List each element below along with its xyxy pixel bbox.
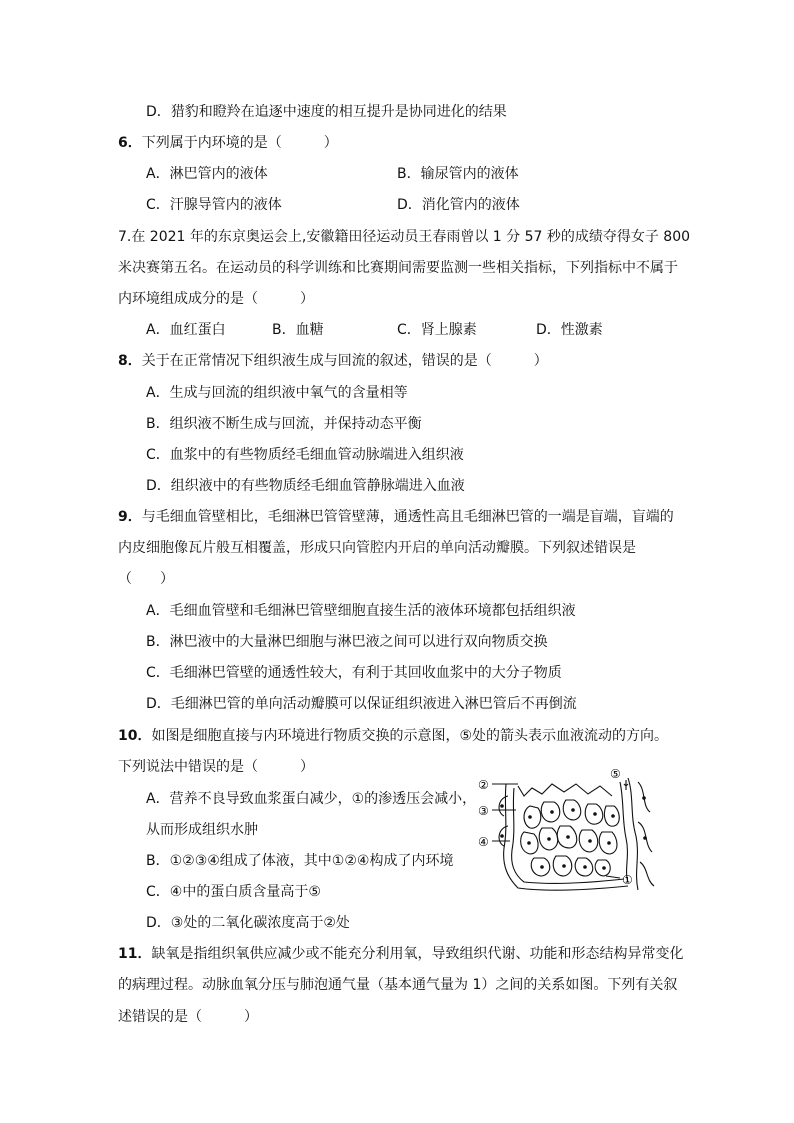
q9-number: 9． xyxy=(118,509,142,525)
q8-stem-text: 关于在正常情况下组织液生成与回流的叙述，错误的是（ ） xyxy=(141,353,548,369)
q7-option-a: A．血红蛋白 xyxy=(146,322,226,338)
q10-option-b: B．①②③④组成了体液，其中①②④构成了内环境 xyxy=(146,853,454,869)
q10-line-1-text: 如图是细胞直接与内环境进行物质交换的示意图，⑤处的箭头表示血液流动的方向。 xyxy=(151,728,669,744)
q10-option-a-line-2: 从而形成组织水肿 xyxy=(146,822,258,838)
q8-number: 8． xyxy=(118,353,142,369)
figure-label-3: ③ xyxy=(478,804,489,818)
q6-stem xyxy=(118,133,338,153)
q8-option-d: D．组织液中的有些物质经毛细血管静脉端进入血液 xyxy=(146,478,465,494)
q7-option-c: C．肾上腺素 xyxy=(397,322,477,338)
q5-option-d xyxy=(146,102,507,122)
q7-line-3: 内环境组成成分的是（ ） xyxy=(118,291,314,307)
figure-label-1: ① xyxy=(622,873,633,887)
q11-stem-line-2: 的病理过程。动脉血氧分压与肺泡通气量（基本通气量为 1）之间的关系如图。下列有关叙 xyxy=(118,977,678,993)
q10-option-a-line-1: A．营养不良导致血浆蛋白减少，①的渗透压会减小， xyxy=(146,791,477,807)
q9-stem-line-1 xyxy=(118,507,674,527)
q8-option-a: A．生成与回流的组织液中氧气的含量相等 xyxy=(146,385,408,401)
q5-option-d-text: D．猎豹和瞪羚在追逐中速度的相互提升是协同进化的结果 xyxy=(146,104,507,120)
q6-option-d: D．消化管内的液体 xyxy=(397,197,520,213)
q9-stem-line-3: （ ） xyxy=(118,571,174,587)
q9-line-1-text: 与毛细血管壁相比，毛细淋巴管管壁薄，通透性高且毛细淋巴管的一端是盲端，盲端的 xyxy=(141,509,674,525)
figure-label-5: ⑤ xyxy=(610,767,621,781)
tissue-exchange-figure xyxy=(478,766,662,896)
q8-option-b: B．组织液不断生成与回流，并保持动态平衡 xyxy=(146,416,422,432)
q7-line-2: 米决赛第五名。在运动员的科学训练和比赛期间需要监测一些相关指标，下列指标中不属于 xyxy=(118,260,678,276)
q6-option-c: C．汗腺导管内的液体 xyxy=(146,197,282,213)
q6-stem-text: 下列属于内环境的是（ ） xyxy=(141,135,338,151)
q9-stem-line-2: 内皮细胞像瓦片般互相覆盖，形成只向管腔内开启的单向活动瓣膜。下列叙述错误是 xyxy=(118,540,636,556)
q11-line-1-text: 缺氧是指组织氧供应减少或不能充分利用氧，导致组织代谢、功能和形态结构异常变化 xyxy=(151,946,684,962)
q8-option-c: C．血浆中的有些物质经毛细血管动脉端进入组织液 xyxy=(146,447,464,463)
q7-option-b: B．血糖 xyxy=(272,322,324,338)
q11-stem-line-3: 述错误的是（ ） xyxy=(118,1009,258,1025)
q9-option-d: D．毛细淋巴管的单向活动瓣膜可以保证组织液进入淋巴管后不再倒流 xyxy=(146,696,577,712)
q9-option-b: B．淋巴液中的大量淋巴细胞与淋巴液之间可以进行双向物质交换 xyxy=(146,634,548,650)
q8-stem xyxy=(118,351,548,371)
q6-option-a: A．淋巴管内的液体 xyxy=(146,166,268,182)
q10-stem-line-2: 下列说法中错误的是（ ） xyxy=(118,759,314,775)
q11-stem-line-1 xyxy=(118,944,683,964)
figure-label-4: ④ xyxy=(478,835,489,849)
q7-line-1: 7.在 2021 年的东京奥运会上,安徽籍田径运动员王春雨曾以 1 分 57 秒的成绩夺得女子 800 xyxy=(118,229,691,245)
q6-option-b: B．输尿管内的液体 xyxy=(397,166,519,182)
q6-number: 6． xyxy=(118,135,142,151)
q9-option-c: C．毛细淋巴管壁的通透性较大，有利于其回收血浆中的大分子物质 xyxy=(146,665,562,681)
q10-stem-line-1 xyxy=(118,726,668,746)
q10-number: 10． xyxy=(118,728,152,744)
figure-label-2: ② xyxy=(478,778,489,792)
q10-option-c: C．④中的蛋白质含量高于⑤ xyxy=(146,884,321,900)
q7-option-d: D．性激素 xyxy=(536,322,603,338)
q11-number: 11． xyxy=(118,946,152,962)
q9-option-a: A．毛细血管壁和毛细淋巴管壁细胞直接生活的液体环境都包括组织液 xyxy=(146,603,576,619)
q10-option-d: D．③处的二氧化碳浓度高于②处 xyxy=(146,915,350,931)
